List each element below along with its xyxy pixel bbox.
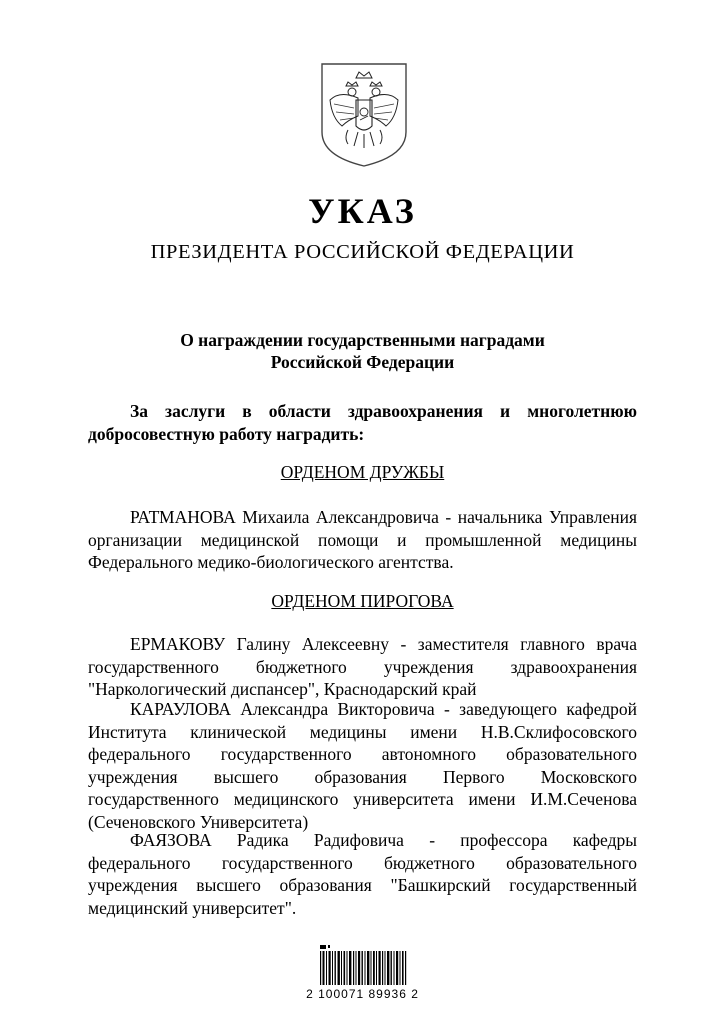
heading-line-2: Российской Федерации [270, 352, 455, 372]
document-subtitle: ПРЕЗИДЕНТА РОССИЙСКОЙ ФЕДЕРАЦИИ [150, 241, 575, 263]
barcode-number: 2 100071 89936 2 [306, 987, 419, 1001]
intro-paragraph [88, 400, 637, 445]
awardee-paragraph [88, 506, 637, 574]
order-of-friendship-heading: ОРДЕНОМ ДРУЖБЫ [280, 462, 445, 482]
awardee-text: ФАЯЗОВА Радика Радифовича - профессора кафедры федерального государственного бюджетного образовательного учреждения высшего образования "Башкирский государственный медицинский университет". [88, 830, 637, 918]
decree-heading [0, 329, 725, 373]
coat-of-arms-emblem [318, 60, 410, 170]
awardee-paragraph [88, 829, 637, 919]
order-of-pirogov-heading: ОРДЕНОМ ПИРОГОВА [271, 591, 454, 611]
heading-line-1: О награждении государственными наградами [180, 330, 545, 350]
document-title: УКАЗ [308, 191, 417, 231]
awardee-text: РАТМАНОВА Михаила Александровича - начальника Управления организации медицинской помощи и промышленной медицины Федерального медико-биологического агентства. [88, 507, 637, 572]
awardee-text: ЕРМАКОВУ Галину Алексеевну - заместителя главного врача государственного бюджетного учреждения здравоохранения "Наркологический диспансер", Краснодарский край [88, 634, 637, 699]
barcode-icon [318, 945, 408, 985]
awardee-text: КАРАУЛОВА Александра Викторовича - заведующего кафедрой Института клинической медицины имени Н.В.Склифосовского федерального государственного автономного образовательного учреждения высшего образования Первого Московского государственного медицинского университета имени И.М.Сеченова (Сеченовского Университета) [88, 699, 637, 832]
awardee-paragraph [88, 698, 637, 833]
awardee-paragraph [88, 633, 637, 701]
intro-text: За заслуги в области здравоохранения и многолетнюю добросовестную работу наградить: [88, 401, 637, 444]
